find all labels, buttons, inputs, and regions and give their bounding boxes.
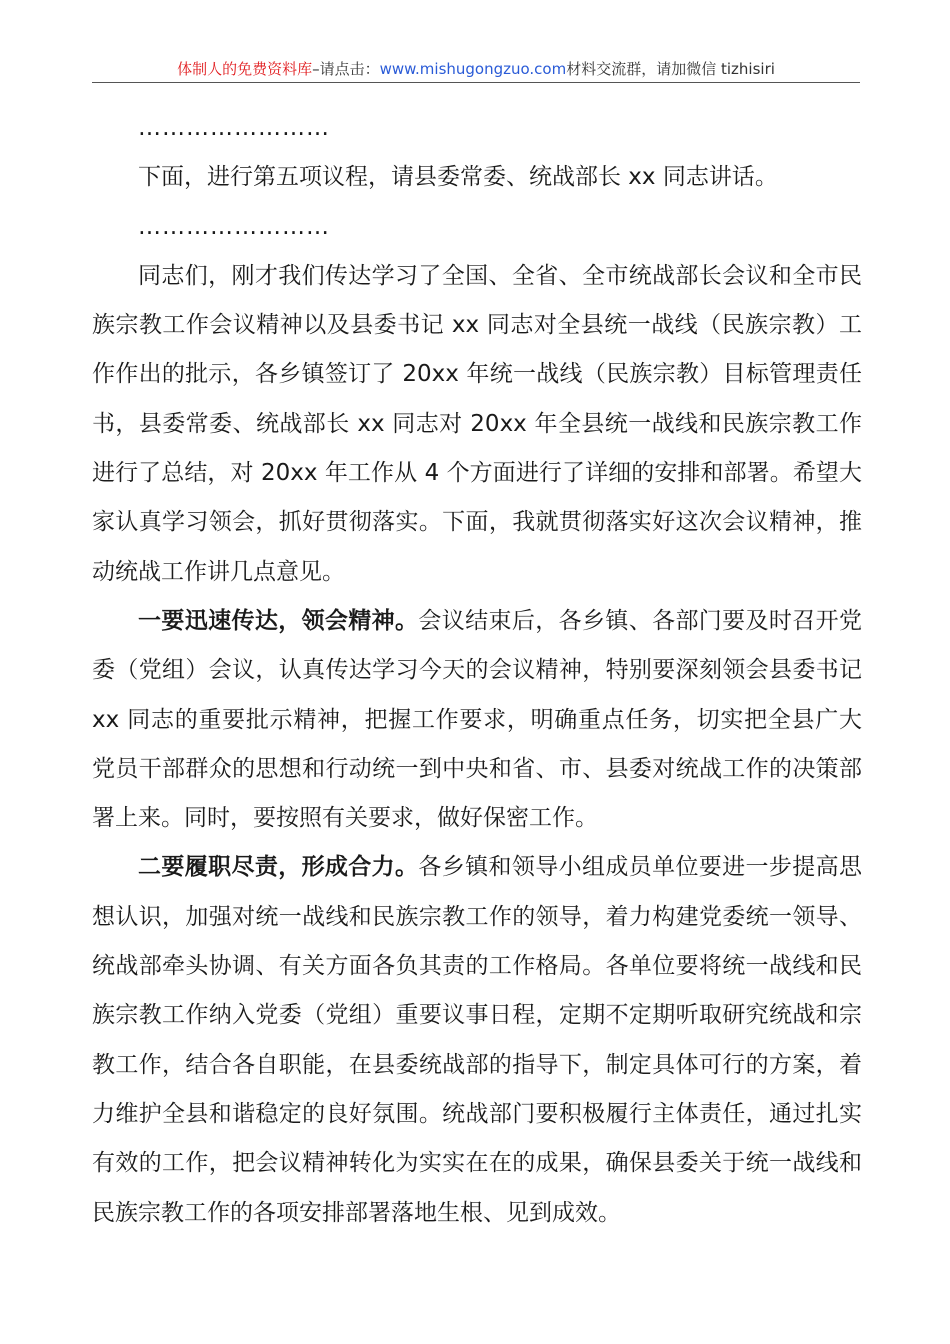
header-url-link[interactable]: www.mishugongzuo.com [379, 60, 567, 78]
paragraph-intro: 同志们，刚才我们传达学习了全国、全省、全市统战部长会议和全市民族宗教工作会议精神以及县委书记 xx 同志对全县统一战线（民族宗教）工作作出的批示，各乡镇签订了 20xx 年统一战线（民族宗教）目标管理责任书，县委常委、统战部长 xx 同志对 20xx 年全县统一战线和民族宗教工作进行了总结，对 20xx 年工作从 4 个方面进行了详细的安排和部署。希望大家认真学习领会，抓好贯彻落实。下面，我就贯彻落实好这次会议精神，推动统战工作讲几点意见。 [92, 262, 862, 585]
paragraph-point-two [92, 843, 862, 1237]
page-header [92, 58, 860, 80]
header-divider [92, 82, 860, 83]
point-one-text: 会议结束后，各乡镇、各部门要及时召开党委（党组）会议，认真传达学习今天的会议精神，特别要深刻领会县委书记 xx 同志的重要批示精神，把握工作要求，明确重点任务，切实把全县广大党员干部群众的思想和行动统一到中央和省、市、县委对统战工作的决策部署上来。同时，要按照有关要求，做好保密工作。 [92, 607, 863, 832]
ellipsis-line: …………………… [138, 115, 330, 141]
header-brand: 体制人的免费资料库 [177, 60, 313, 78]
paragraph-point-one [92, 597, 862, 843]
header-prompt: –请点击： [312, 60, 380, 78]
point-one-heading: 一要迅速传达，领会精神。 [138, 607, 419, 634]
ellipsis-line: …………………… [138, 213, 330, 240]
document-body [92, 104, 862, 1238]
point-two-heading: 二要履职尽责，形成合力。 [138, 854, 419, 881]
paragraph-agenda: 下面，进行第五项议程，请县委常委、统战部长 xx 同志讲话。 [138, 164, 778, 191]
header-note: 材料交流群，请加微信 tizhisiri [566, 60, 775, 78]
point-two-text: 各乡镇和领导小组成员单位要进一步提高思想认识，加强对统一战线和民族宗教工作的领导，着力构建党委统一领导、统战部牵头协调、有关方面各负其责的工作格局。各单位要将统一战线和民族宗教工作纳入党委（党组）重要议事日程，定期不定期听取研究统战和宗教工作，结合各自职能，在县委统战部的指导下，制定具体可行的方案，着力维护全县和谐稳定的良好氛围。统战部门要积极履行主体责任，通过扎实有效的工作，把会议精神转化为实实在在的成果，确保县委关于统一战线和民族宗教工作的各项安排部署落地生根、见到成效。 [92, 854, 863, 1226]
